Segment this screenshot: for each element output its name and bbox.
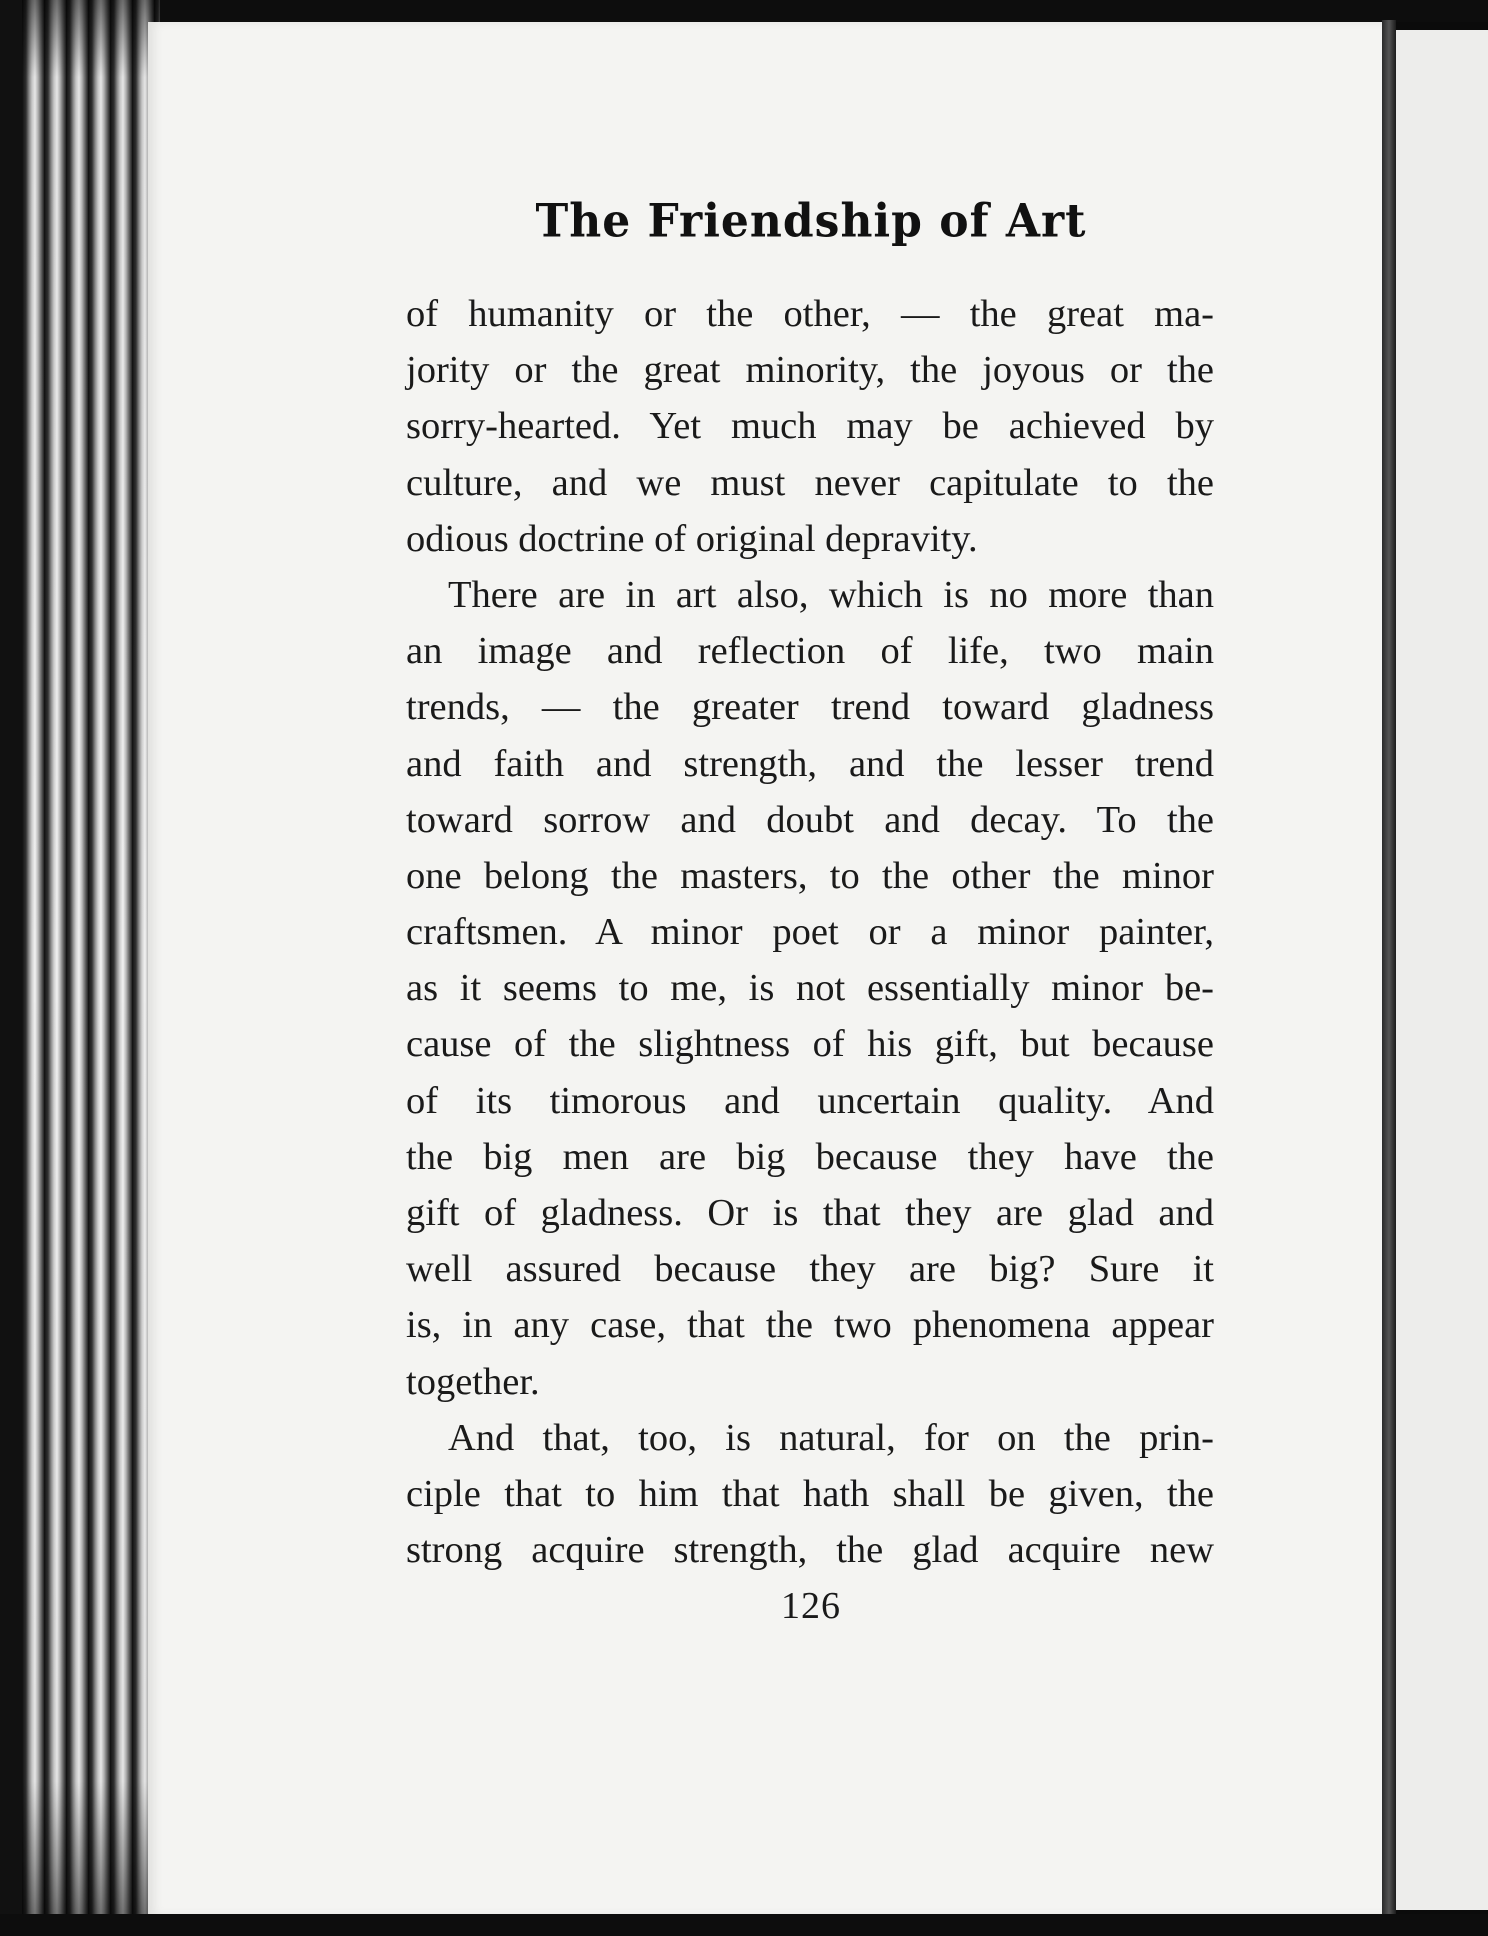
page-number: 126 [781,1585,841,1627]
text-line: toward sorrow and doubt and decay. To the [406,798,1214,841]
text-line: culture, and we must never capitulate to the [406,461,1214,504]
text-line: one belong the masters, to the other the minor [406,854,1214,897]
text-line: There are in art also, which is no more than [448,573,1214,616]
text-line: of humanity or the other, — the great ma- [406,293,1214,335]
running-head: The Friendship of Art [535,194,1087,249]
gutter-divider [1382,20,1396,1920]
text-line: an image and reflection of life, two main [406,630,1214,673]
text-line: is, in any case, that the two phenomena appear [406,1304,1214,1347]
text-line: odious doctrine of original depravity. [406,517,978,560]
text-line: gift of gladness. Or is that they are glad and [406,1192,1214,1234]
text-line: ciple that to him that hath shall be given, the [406,1472,1214,1515]
text-line: cause of the slightness of his gift, but because [406,1023,1214,1066]
text-line: and faith and strength, and the lesser trend [406,742,1214,785]
paragraph [406,567,1214,1410]
paragraph [406,1410,1214,1579]
text-line: together. [406,1360,540,1403]
page-block-shade [0,0,160,1936]
bottom-scan-border [0,1914,1488,1936]
text-line: craftsmen. A minor poet or a minor painter, [406,911,1214,954]
text-line: as it seems to me, is not essentially minor be- [406,967,1214,1010]
text-line: well assured because they are big? Sure it [406,1248,1214,1291]
text-line: trends, — the greater trend toward gladness [406,686,1214,729]
text-line: And that, too, is natural, for on the prin- [448,1416,1214,1459]
left-scan-border [0,0,22,1936]
facing-page-edge [1396,30,1488,1910]
text-line: the big men are big because they have the [406,1135,1214,1178]
paragraph [406,286,1214,567]
top-scan-border [0,0,1488,22]
text-line: jority or the great minority, the joyous or the [406,349,1214,392]
text-line: sorry-hearted. Yet much may be achieved by [406,405,1214,448]
body-text [406,286,1214,1578]
text-line: of its timorous and uncertain quality. And [406,1079,1214,1122]
text-line: strong acquire strength, the glad acquire new [406,1529,1214,1572]
